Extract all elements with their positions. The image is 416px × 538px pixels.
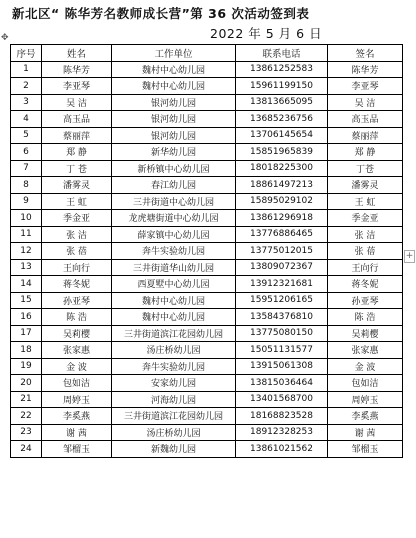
cell-unit[interactable]: 银河幼儿园 — [112, 111, 236, 128]
cell-signature[interactable]: 郑 静 — [328, 144, 403, 161]
cell-number[interactable]: 22 — [11, 408, 42, 425]
cell-phone[interactable]: 13912321681 — [236, 276, 328, 293]
cell-phone[interactable]: 13685236756 — [236, 111, 328, 128]
cell-unit[interactable]: 新华幼儿园 — [112, 144, 236, 161]
cell-name[interactable]: 吴 洁 — [42, 94, 112, 111]
cell-signature[interactable]: 蒋冬妮 — [328, 276, 403, 293]
cell-name[interactable]: 邹榴玉 — [42, 441, 112, 458]
cell-name[interactable]: 张 洁 — [42, 226, 112, 243]
table-row — [11, 210, 403, 227]
cell-unit[interactable]: 三井街道华山幼儿园 — [112, 259, 236, 276]
cell-phone[interactable]: 13915061308 — [236, 358, 328, 375]
cell-name[interactable]: 吴莉樱 — [42, 325, 112, 342]
table-row — [11, 408, 403, 425]
cell-phone[interactable]: 13775012015 — [236, 243, 328, 260]
cell-number[interactable]: 1 — [11, 61, 42, 78]
cell-unit[interactable]: 魏村中心幼儿园 — [112, 61, 236, 78]
cell-phone[interactable]: 13775080150 — [236, 325, 328, 342]
cell-signature[interactable]: 张家惠 — [328, 342, 403, 359]
cell-phone[interactable]: 15895029102 — [236, 193, 328, 210]
table-row — [11, 111, 403, 128]
cell-signature[interactable]: 丁苍 — [328, 160, 403, 177]
cell-unit[interactable]: 奔牛实验幼儿园 — [112, 243, 236, 260]
cell-unit[interactable]: 薛家镇中心幼儿园 — [112, 226, 236, 243]
table-row — [11, 193, 403, 210]
cell-unit[interactable]: 春江幼儿园 — [112, 177, 236, 194]
cell-number[interactable]: 4 — [11, 111, 42, 128]
cell-name[interactable]: 蔡丽萍 — [42, 127, 112, 144]
cell-phone[interactable]: 18861497213 — [236, 177, 328, 194]
cell-name[interactable]: 高玉品 — [42, 111, 112, 128]
document-date: 2022 年 5 月 6 日 — [210, 26, 323, 41]
cell-number[interactable]: 8 — [11, 177, 42, 194]
table-row — [11, 325, 403, 342]
table-header-row — [11, 45, 403, 62]
table-row — [11, 78, 403, 95]
cell-unit[interactable]: 银河幼儿园 — [112, 94, 236, 111]
cell-unit[interactable]: 西夏墅中心幼儿园 — [112, 276, 236, 293]
cell-signature[interactable]: 邹榴玉 — [328, 441, 403, 458]
signin-table — [10, 44, 403, 458]
table-row — [11, 127, 403, 144]
cell-name[interactable]: 谢 茜 — [42, 424, 112, 441]
cell-name[interactable]: 李奚燕 — [42, 408, 112, 425]
table-row — [11, 391, 403, 408]
cell-name[interactable]: 陈 浩 — [42, 309, 112, 326]
cell-signature[interactable]: 蔡丽萍 — [328, 127, 403, 144]
cell-name[interactable]: 王向行 — [42, 259, 112, 276]
cell-signature[interactable]: 金 波 — [328, 358, 403, 375]
cell-name[interactable]: 张家惠 — [42, 342, 112, 359]
cell-signature[interactable]: 陈华芳 — [328, 61, 403, 78]
cell-number[interactable]: 10 — [11, 210, 42, 227]
cell-signature[interactable]: 张 蓓 — [328, 243, 403, 260]
table-row — [11, 292, 403, 309]
cell-signature[interactable]: 王 虹 — [328, 193, 403, 210]
cell-number[interactable]: 2 — [11, 78, 42, 95]
cell-name[interactable]: 潘雾灵 — [42, 177, 112, 194]
cell-number[interactable]: 14 — [11, 276, 42, 293]
cell-number[interactable]: 15 — [11, 292, 42, 309]
cell-unit[interactable]: 新魏幼儿园 — [112, 441, 236, 458]
cell-unit[interactable]: 龙虎塘街道中心幼儿园 — [112, 210, 236, 227]
cell-number[interactable]: 9 — [11, 193, 42, 210]
table-row — [11, 375, 403, 392]
cell-number[interactable]: 7 — [11, 160, 42, 177]
cell-number[interactable]: 21 — [11, 391, 42, 408]
cell-phone[interactable]: 13776886465 — [236, 226, 328, 243]
cell-name[interactable]: 孙亚琴 — [42, 292, 112, 309]
cell-number[interactable]: 19 — [11, 358, 42, 375]
cell-name[interactable]: 包如洁 — [42, 375, 112, 392]
header-phone: 联系电话 — [236, 45, 328, 62]
cell-signature[interactable]: 王向行 — [328, 259, 403, 276]
cell-unit[interactable]: 河海幼儿园 — [112, 391, 236, 408]
cell-unit[interactable]: 魏村中心幼儿园 — [112, 78, 236, 95]
cell-name[interactable]: 李亚琴 — [42, 78, 112, 95]
document-title: 新北区“ 陈华芳名教师成长营”第 36 次活动签到表 — [12, 6, 310, 21]
cell-phone[interactable]: 13706145654 — [236, 127, 328, 144]
cell-phone[interactable]: 13584376810 — [236, 309, 328, 326]
header-name: 姓名 — [42, 45, 112, 62]
cell-name[interactable]: 王 虹 — [42, 193, 112, 210]
cell-signature[interactable]: 李亚琴 — [328, 78, 403, 95]
cell-name[interactable]: 陈华芳 — [42, 61, 112, 78]
cell-signature[interactable]: 谢 茜 — [328, 424, 403, 441]
table-row — [11, 243, 403, 260]
cell-unit[interactable]: 汤庄桥幼儿园 — [112, 342, 236, 359]
cell-phone[interactable]: 15951206165 — [236, 292, 328, 309]
cell-phone[interactable]: 13401568700 — [236, 391, 328, 408]
cell-signature[interactable]: 包如洁 — [328, 375, 403, 392]
cell-phone[interactable]: 13815036464 — [236, 375, 328, 392]
cell-phone[interactable]: 13813665095 — [236, 94, 328, 111]
cell-unit[interactable]: 魏村中心幼儿园 — [112, 292, 236, 309]
cell-unit[interactable]: 安家幼儿园 — [112, 375, 236, 392]
table-row — [11, 342, 403, 359]
cell-phone[interactable]: 13809072367 — [236, 259, 328, 276]
cell-signature[interactable]: 季金亚 — [328, 210, 403, 227]
cell-name[interactable]: 郑 静 — [42, 144, 112, 161]
cell-signature[interactable]: 潘雾灵 — [328, 177, 403, 194]
table-row — [11, 358, 403, 375]
cell-phone[interactable]: 15851965839 — [236, 144, 328, 161]
header-unit: 工作单位 — [112, 45, 236, 62]
header-number: 序号 — [11, 45, 42, 62]
cell-name[interactable]: 张 蓓 — [42, 243, 112, 260]
cell-number[interactable]: 3 — [11, 94, 42, 111]
cell-number[interactable]: 20 — [11, 375, 42, 392]
cell-signature[interactable]: 孙亚琴 — [328, 292, 403, 309]
cell-name[interactable]: 金 波 — [42, 358, 112, 375]
table-row — [11, 144, 403, 161]
cell-name[interactable]: 周婷玉 — [42, 391, 112, 408]
cell-signature[interactable]: 周婷玉 — [328, 391, 403, 408]
cell-unit[interactable]: 三井街道滨江花园幼儿园 — [112, 408, 236, 425]
cell-name[interactable]: 丁 苍 — [42, 160, 112, 177]
cell-unit[interactable]: 三井街道滨江花园幼儿园 — [112, 325, 236, 342]
table-row — [11, 94, 403, 111]
table-row — [11, 226, 403, 243]
cell-signature[interactable]: 高玉品 — [328, 111, 403, 128]
table-row — [11, 441, 403, 458]
cell-phone[interactable]: 13861252583 — [236, 61, 328, 78]
table-row — [11, 276, 403, 293]
cell-number[interactable]: 16 — [11, 309, 42, 326]
table-row — [11, 160, 403, 177]
table-row — [11, 424, 403, 441]
cell-number[interactable]: 17 — [11, 325, 42, 342]
cell-phone[interactable]: 18168823528 — [236, 408, 328, 425]
cell-phone[interactable]: 13861296918 — [236, 210, 328, 227]
cell-number[interactable]: 5 — [11, 127, 42, 144]
cell-phone[interactable]: 18018225300 — [236, 160, 328, 177]
cell-unit[interactable]: 奔牛实验幼儿园 — [112, 358, 236, 375]
cell-number[interactable]: 12 — [11, 243, 42, 260]
cell-number[interactable]: 24 — [11, 441, 42, 458]
cell-signature[interactable]: 张 洁 — [328, 226, 403, 243]
cell-signature[interactable]: 陈 浩 — [328, 309, 403, 326]
cell-number[interactable]: 18 — [11, 342, 42, 359]
cell-unit[interactable]: 汤庄桥幼儿园 — [112, 424, 236, 441]
table-row — [11, 177, 403, 194]
header-signature: 签名 — [328, 45, 403, 62]
cell-signature[interactable]: 吴莉樱 — [328, 325, 403, 342]
cell-signature[interactable]: 吴 洁 — [328, 94, 403, 111]
cell-name[interactable]: 蒋冬妮 — [42, 276, 112, 293]
cell-unit[interactable]: 新桥镇中心幼儿园 — [112, 160, 236, 177]
cell-phone[interactable]: 15961199150 — [236, 78, 328, 95]
cell-number[interactable]: 13 — [11, 259, 42, 276]
cell-number[interactable]: 23 — [11, 424, 42, 441]
cell-phone[interactable]: 13861021562 — [236, 441, 328, 458]
cell-unit[interactable]: 银河幼儿园 — [112, 127, 236, 144]
cell-name[interactable]: 季金亚 — [42, 210, 112, 227]
cell-unit[interactable]: 三井街道中心幼儿园 — [112, 193, 236, 210]
cell-phone[interactable]: 15051131577 — [236, 342, 328, 359]
cell-unit[interactable]: 魏村中心幼儿园 — [112, 309, 236, 326]
table-row — [11, 259, 403, 276]
cell-phone[interactable]: 18912328253 — [236, 424, 328, 441]
table-row — [11, 61, 403, 78]
plus-icon[interactable]: + — [405, 251, 414, 261]
cell-signature[interactable]: 李奚燕 — [328, 408, 403, 425]
cell-number[interactable]: 11 — [11, 226, 42, 243]
table-row — [11, 309, 403, 326]
move-cross-icon[interactable]: ✥ — [1, 33, 9, 43]
cell-number[interactable]: 6 — [11, 144, 42, 161]
